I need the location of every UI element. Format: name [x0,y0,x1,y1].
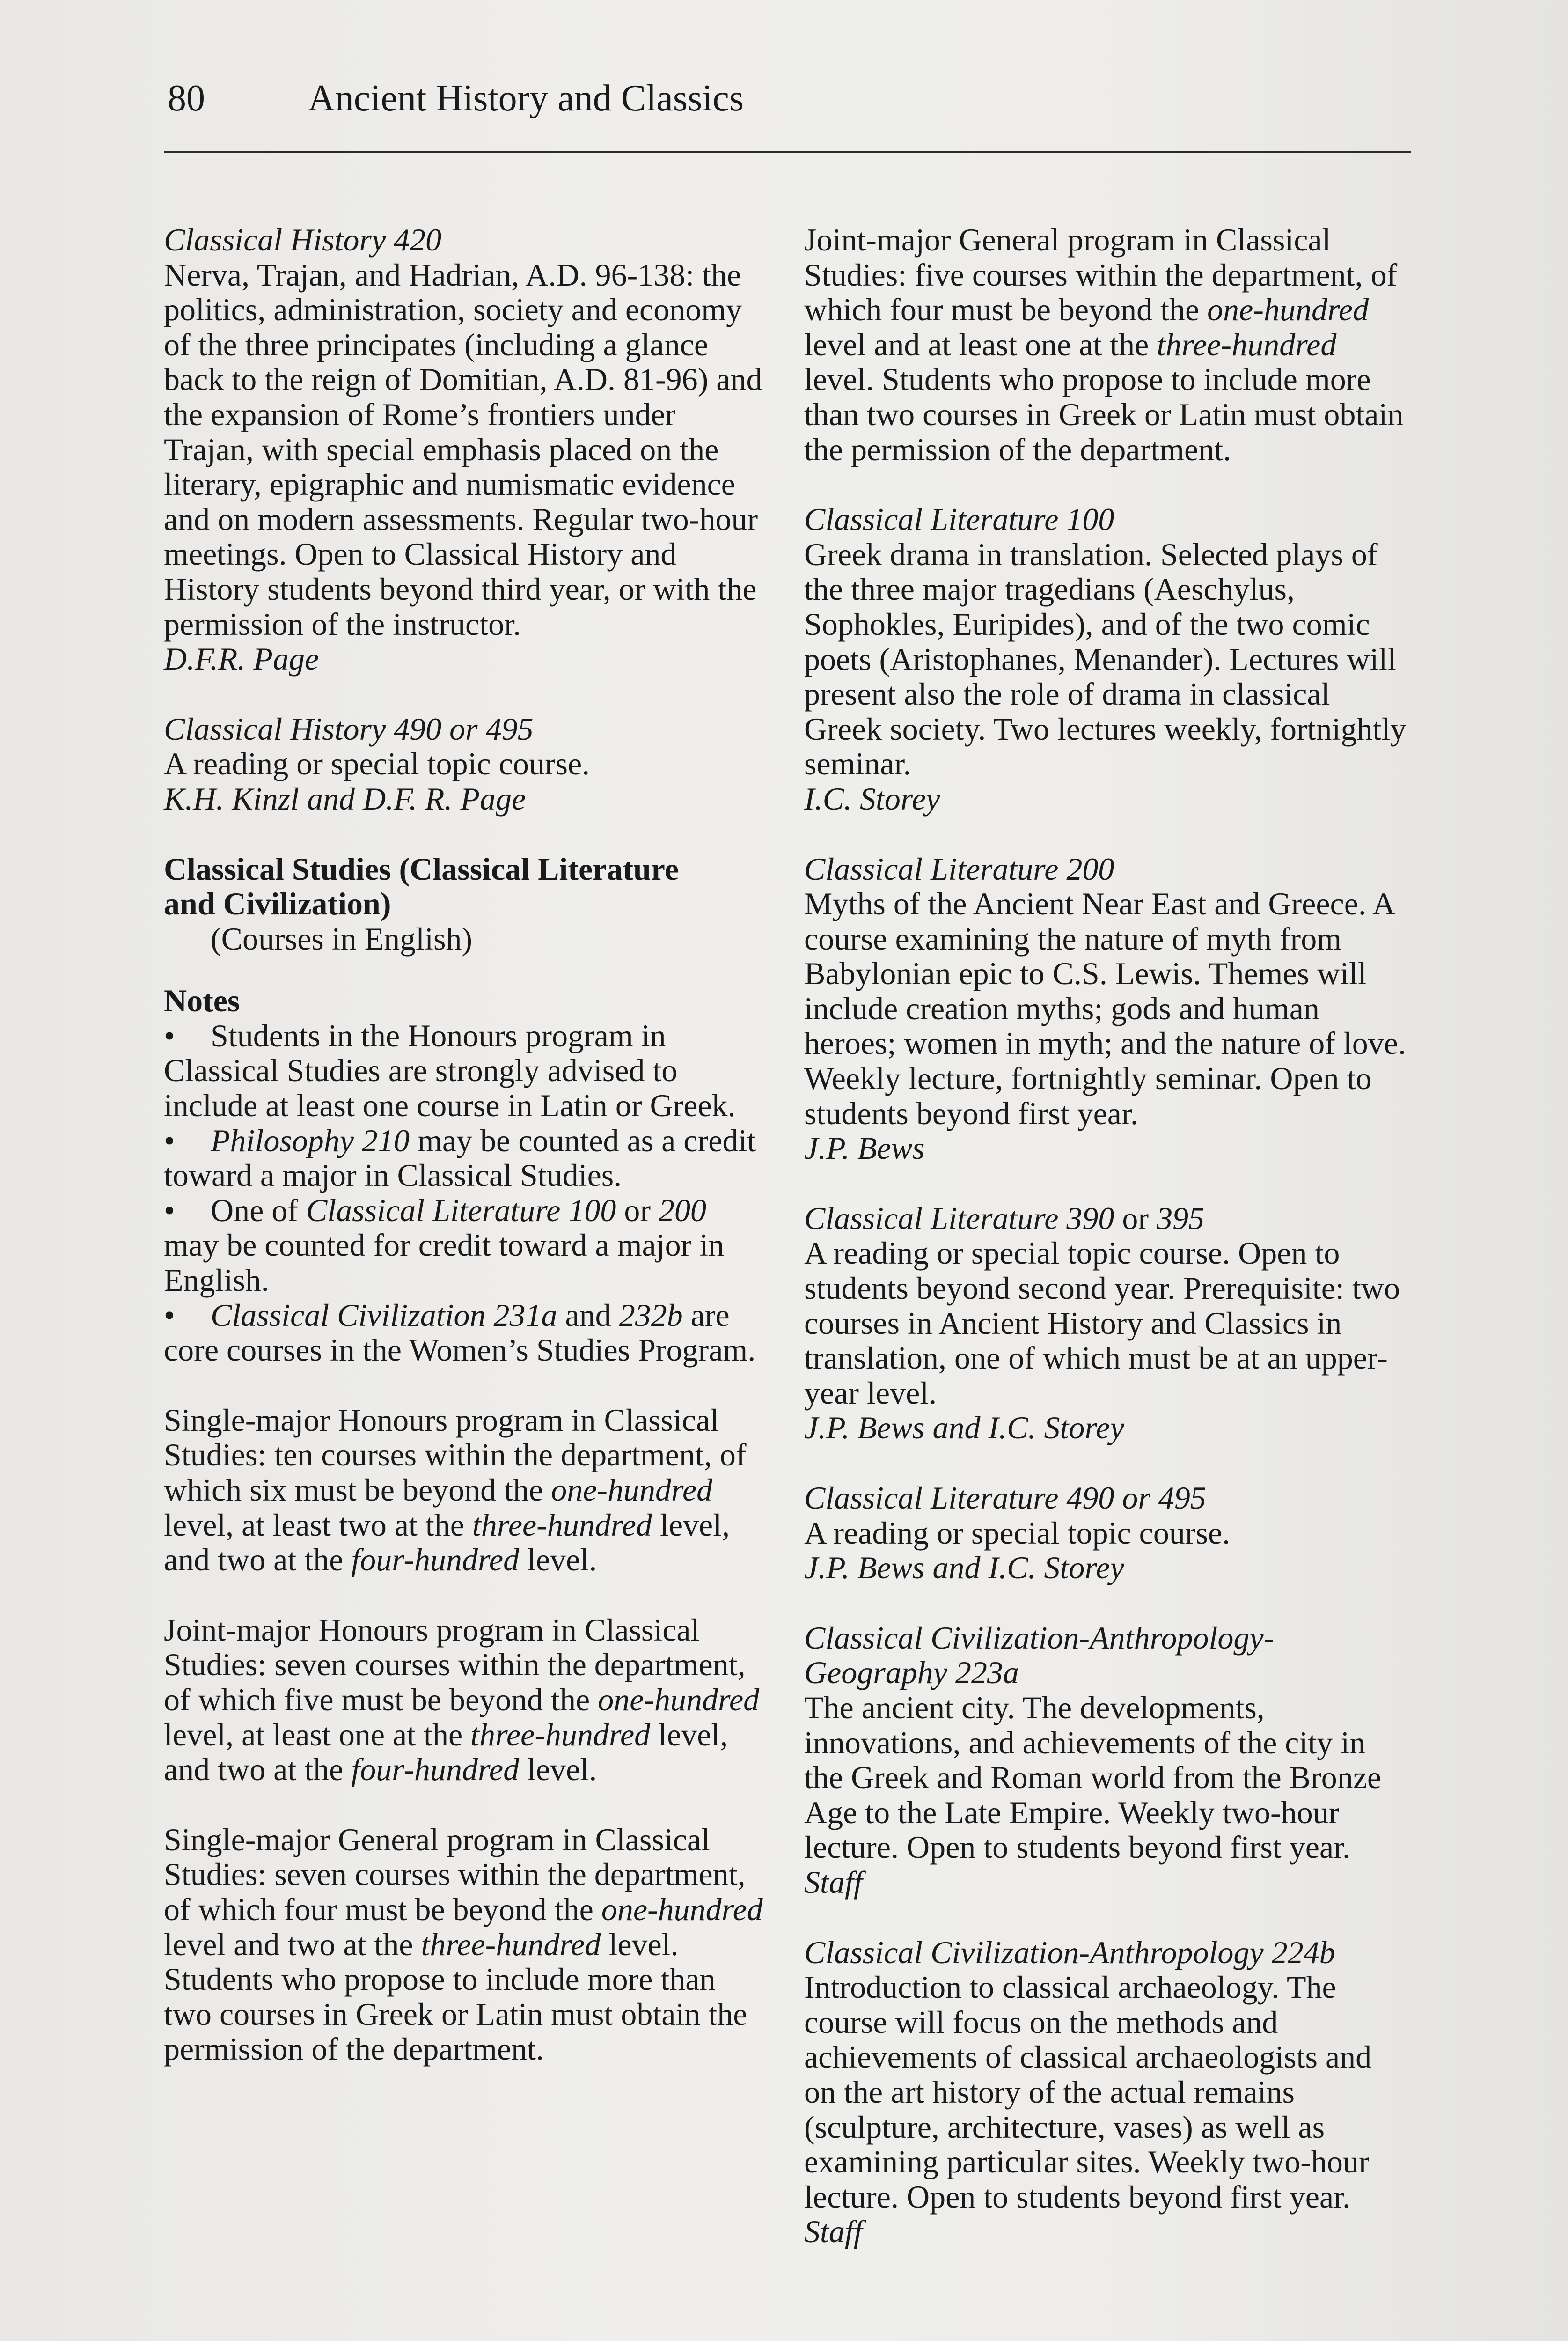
course-description: Greek drama in translation. Selected plays of the three major tragedians (Aeschylus, Sophokles, Euripides), and of the two comic poets (Aristophanes, Menander). Lectures will present also the role of drama in classical Greek society. Two lectures weekly, fortnightly seminar. [804,536,1407,782]
course-classical-literature-490 [804,1480,1408,1585]
program-joint-major-general [804,222,1408,467]
note-item: • Students in the Honours program in Classical Studies are strongly advised to include at least one course in Latin or Greek. [164,1017,736,1124]
bullet-icon: • [164,1122,175,1158]
course-title: Classical History 490 or 495 [164,711,534,747]
course-instructor: Staff [804,2214,863,2250]
bullet-icon: • [164,1017,175,1053]
note-item: • One of Classical Literature 100 or 200 may be counted for credit toward a major in English. [164,1192,725,1298]
header-title: Ancient History and Classics [308,78,744,119]
course-description: A reading or special topic course. Open to students beyond second year. Prerequisite: two courses in Ancient History and Classics in translation, one of which must be at an upper-year level. [804,1235,1400,1411]
course-title: Classical History 420 [164,222,442,258]
course-classical-literature-200 [804,852,1408,1166]
program-text: Joint-major General program in Classical Studies: five courses within the department, of which four must be beyond the one-hundred level and at least one at the three-hundred level. Students who propose to include more than two courses in Greek or Latin must obtain the permission of the department. [804,222,1404,467]
notes [164,983,768,1368]
course-classical-history-490 [164,712,768,817]
bullet-icon: • [164,1192,175,1228]
section-classical-studies [164,852,768,957]
right-column [804,222,1408,2284]
running-header [168,75,744,122]
notes-heading: Notes [164,983,240,1019]
course-title: Classical Literature 390 or 395 [804,1200,1205,1236]
course-description: Nerva, Trajan, and Hadrian, A.D. 96-138: the politics, administration, society and economy of the three principates (including a glance back to the reign of Domitian, A.D. 81-96) and the expansion of Rome’s frontiers under Trajan, with special emphasis placed on the literary, epigraphic and numismatic evidence and on modern assessments. Regular two-hour meetings. Open to Classical History and History students beyond third year, or with the permission of the instructor. [164,257,762,642]
course-classical-literature-390 [804,1201,1408,1445]
course-instructor: K.H. Kinzl and D.F. R. Page [164,780,526,817]
course-title: Classical Literature 490 or 495 [804,1480,1206,1516]
note-item: • Philosophy 210 may be counted as a credit toward a major in Classical Studies. [164,1122,756,1193]
section-subheading: (Courses in English) [211,920,473,957]
program-text: Single-major Honours program in Classical Studies: ten courses within the department, of which six must be beyond the one-hundred level, at least two at the three-hundred level, and two at the four-hundred level. [164,1402,747,1578]
course-classical-civilization-224b [804,1935,1408,2249]
program-text: Single-major General program in Classical Studies: seven courses within the department, of which four must be beyond the one-hundred level and two at the three-hundred level. Students who propose to include more than two courses in Greek or Latin must obtain the permission of the department. [164,1821,763,2067]
section-heading-line: and Civilization) [164,886,391,922]
note-item: • Classical Civilization 231a and 232b are core courses in the Women’s Studies Program. [164,1297,756,1368]
left-column [164,222,768,2102]
course-description: Introduction to classical archaeology. The course will focus on the methods and achievements of classical archaeologists and on the art history of the actual remains (sculpture, architecture, vases) as well as examining particular sites. Weekly two-hour lecture. Open to students beyond first year. [804,1969,1372,2215]
program-text: Joint-major Honours program in Classical Studies: seven courses within the department, of which five must be beyond the one-hundred level, at least one at the three-hundred level, and two at the four-hundred level. [164,1612,760,1788]
course-instructor: J.P. Bews and I.C. Storey [804,1550,1124,1586]
course-description: The ancient city. The developments, innovations, and achievements of the city in the Greek and Roman world from the Bronze Age to the Late Empire. Weekly two-hour lecture. Open to students beyond first year. [804,1689,1382,1865]
course-instructor: Staff [804,1864,863,1900]
course-title: Classical Civilization-Anthropology- [804,1620,1275,1656]
course-instructor: J.P. Bews [804,1130,925,1166]
header-rule [164,151,1411,153]
course-title: Classical Literature 200 [804,851,1114,887]
page-number: 80 [168,78,205,119]
course-instructor: J.P. Bews and I.C. Storey [804,1410,1124,1446]
course-title: Classical Civilization-Anthropology 224b [804,1934,1335,1970]
bullet-icon: • [164,1297,175,1333]
section-heading-line: Classical Studies (Classical Literature [164,851,679,887]
course-description: A reading or special topic course. [804,1515,1231,1551]
course-title: Classical Literature 100 [804,501,1114,537]
course-classical-history-420 [164,222,768,677]
course-title: Geography 223a [804,1655,1019,1691]
program-single-major-honours [164,1403,768,1577]
course-description: Myths of the Ancient Near East and Greece. A course examining the nature of myth from Babylonian epic to C.S. Lewis. Themes will include creation myths; gods and human heroes; women in myth; and the nature of love. Weekly lecture, fortnightly seminar. Open to students beyond first year. [804,886,1406,1131]
course-instructor: D.F.R. Page [164,641,319,677]
course-instructor: I.C. Storey [804,780,940,817]
course-classical-literature-100 [804,502,1408,816]
program-joint-major-honours [164,1612,768,1787]
course-classical-civilization-223a [804,1620,1408,1900]
course-description: A reading or special topic course. [164,746,590,782]
program-single-major-general [164,1822,768,2067]
